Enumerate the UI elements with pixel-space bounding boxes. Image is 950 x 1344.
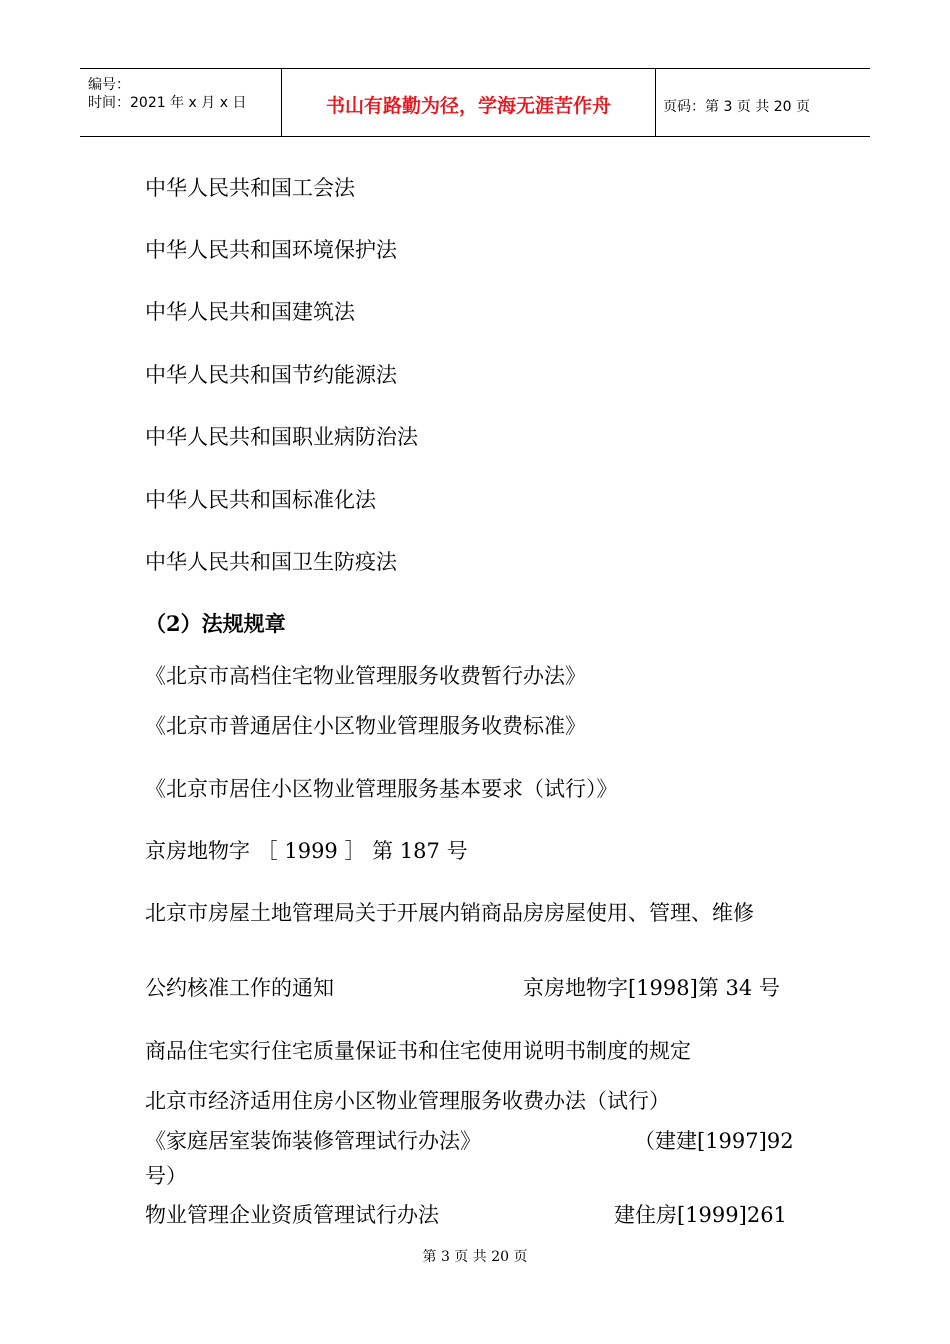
law-item: 中华人民共和国工会法	[145, 176, 355, 200]
regulation-reference: 京房地物字[1998]第 34 号	[523, 976, 780, 1000]
law-item: 中华人民共和国建筑法	[145, 300, 355, 324]
header-page-info: 页码：第 3 页 共 20 页	[663, 99, 810, 115]
regulation-item: 公约核准工作的通知	[145, 976, 334, 1000]
regulation-item: 北京市经济适用住房小区物业管理服务收费办法（试行）	[145, 1089, 670, 1113]
regulation-item: 北京市房屋土地管理局关于开展内销商品房房屋使用、管理、维修	[145, 901, 754, 925]
header-motto: 书山有路勤为径，学海无涯苦作舟	[325, 95, 611, 117]
regulation-reference-continued: 号）	[145, 1164, 187, 1188]
page-header	[80, 68, 870, 137]
header-right-cell	[655, 69, 870, 136]
header-left-cell	[80, 69, 281, 136]
header-center-cell	[281, 69, 656, 136]
regulation-item: 《北京市高档住宅物业管理服务收费暂行办法》	[145, 664, 586, 688]
page-footer: 第 3 页 共 20 页	[422, 1249, 528, 1265]
law-item: 中华人民共和国卫生防疫法	[145, 550, 397, 574]
regulation-item: 京房地物字 ［ 1999 ］ 第 187 号	[145, 839, 468, 863]
regulation-reference: 建住房[1999]261	[614, 1203, 787, 1227]
document-time-label: 时间：2021 年 x 月 x 日	[88, 95, 247, 111]
law-item: 中华人民共和国环境保护法	[145, 238, 397, 262]
law-item: 中华人民共和国节约能源法	[145, 363, 397, 387]
section-heading: （2）法规规章	[145, 611, 286, 636]
law-item: 中华人民共和国职业病防治法	[145, 425, 418, 449]
document-number-label: 编号：	[88, 77, 130, 93]
regulation-item: 商品住宅实行住宅质量保证书和住宅使用说明书制度的规定	[145, 1039, 691, 1063]
regulation-item: 《北京市居住小区物业管理服务基本要求（试行）》	[145, 777, 618, 801]
regulation-reference: （建建[1997]92	[634, 1129, 794, 1153]
regulation-item: 《北京市普通居住小区物业管理服务收费标准》	[145, 714, 586, 738]
regulation-item: 《家庭居室装饰装修管理试行办法》	[145, 1129, 481, 1153]
law-item: 中华人民共和国标准化法	[145, 488, 376, 512]
regulation-item: 物业管理企业资质管理试行办法	[145, 1203, 439, 1227]
